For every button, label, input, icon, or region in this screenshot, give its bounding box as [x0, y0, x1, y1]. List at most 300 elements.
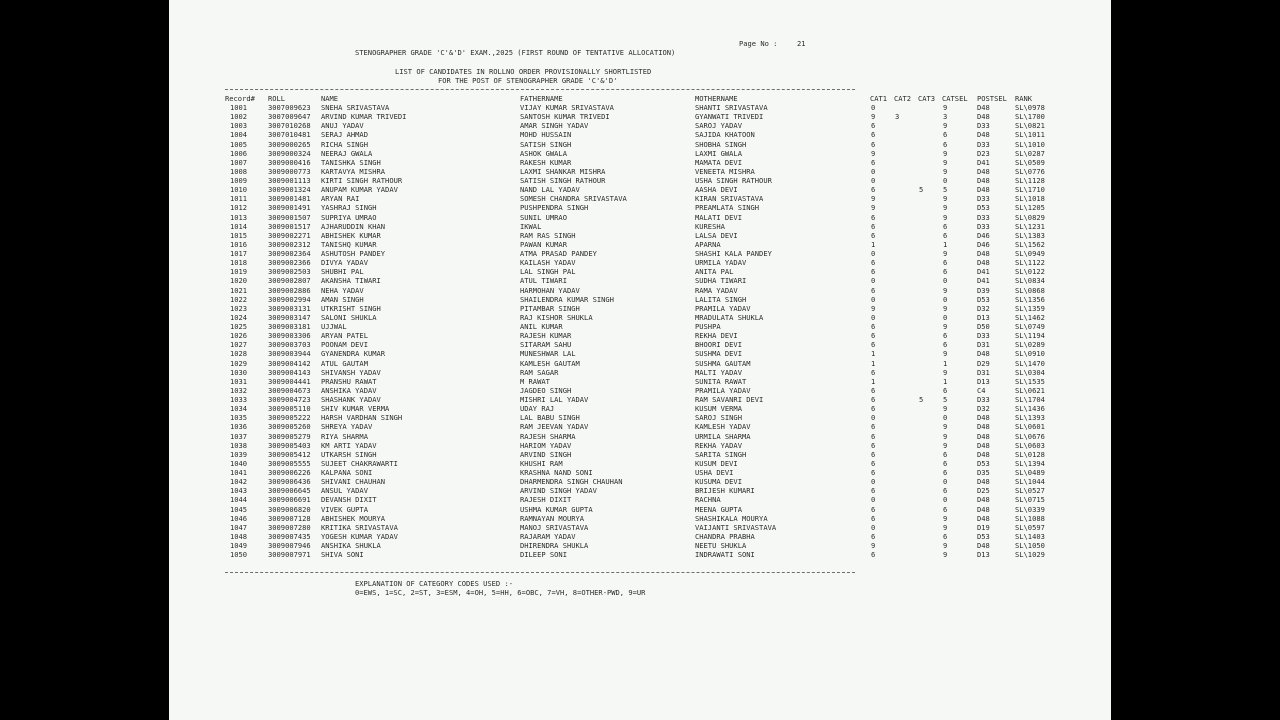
cell-cat1: 6 — [871, 340, 876, 350]
cell-name: SHIVANI CHAUHAN — [321, 477, 386, 487]
table-row — [169, 203, 1111, 212]
cell-catsel: 9 — [943, 440, 948, 450]
cell-name: SHASHANK YADAV — [321, 395, 381, 404]
cell-rank: SL\0339 — [1015, 504, 1045, 514]
cell-roll: 3009005222 — [268, 413, 311, 423]
cell-rank: SL\0603 — [1015, 440, 1045, 450]
cell-cat1: 0 — [871, 312, 876, 322]
cell-catsel: 6 — [943, 486, 948, 496]
cell-rank: SL\1700 — [1015, 112, 1045, 122]
cell-rank: SL\1010 — [1015, 139, 1045, 149]
cell-father: SANTOSH KUMAR TRIVEDI — [520, 112, 610, 122]
cell-mother: SUDHA TIWARI — [695, 276, 747, 286]
cell-father: ARVIND SINGH YADAV — [520, 486, 597, 496]
cell-cat1: 6 — [871, 431, 876, 441]
column-header-row — [169, 94, 1111, 103]
table-row — [169, 185, 1111, 194]
cell-cat3: 5 — [919, 185, 924, 195]
cell-father: PITAMBAR SINGH — [520, 303, 580, 313]
cell-record: 1016 — [230, 239, 248, 249]
table-row — [169, 432, 1111, 441]
cell-name: YOGESH KUMAR YADAV — [321, 531, 398, 541]
cell-cat1: 6 — [871, 449, 876, 459]
table-row — [169, 167, 1111, 176]
cell-cat1: 9 — [871, 541, 876, 550]
cell-name: AKANSHA TIWARI — [321, 276, 381, 286]
cell-postsel: D41 — [977, 157, 990, 167]
cell-name: KRITIKA SRIVASTAVA — [321, 522, 398, 532]
explanation-codes: 0=EWS, 1=SC, 2=ST, 3=ESM, 4=OH, 5=HH, 6=OBC, 7=VH, 8=OTHER-PWD, 9=UR — [355, 588, 646, 597]
cell-postsel: D48 — [977, 258, 990, 268]
cell-postsel: D48 — [977, 541, 990, 550]
cell-catsel: 3 — [943, 112, 948, 122]
cell-name: DEVANSH DIXIT — [321, 495, 377, 505]
cell-name: AJHARUDDIN KHAN — [321, 221, 386, 231]
cell-postsel: D53 — [977, 458, 990, 468]
cell-cat3: 5 — [919, 395, 924, 404]
cell-name: ANUJ YADAV — [321, 121, 364, 131]
cell-roll: 3009005403 — [268, 440, 311, 450]
cell-rank: SL\1383 — [1015, 230, 1045, 240]
cell-catsel: 9 — [943, 285, 948, 295]
cell-catsel: 9 — [943, 249, 948, 258]
cell-father: RAJESH SHARMA — [520, 431, 576, 441]
cell-cat1: 0 — [871, 103, 876, 112]
cell-roll: 3009005110 — [268, 404, 311, 414]
cell-catsel: 6 — [943, 449, 948, 459]
table-row — [169, 240, 1111, 249]
cell-catsel: 9 — [943, 522, 948, 532]
cell-roll: 3009001517 — [268, 221, 311, 231]
cell-rank: SL\1356 — [1015, 294, 1045, 304]
cell-roll: 3009005555 — [268, 458, 311, 468]
col-father: FATHERNAME — [520, 94, 563, 103]
cell-mother: CHANDRA PRABHA — [695, 531, 755, 541]
cell-mother: VENEETA MISHRA — [695, 166, 755, 176]
explanation-title: EXPLANATION OF CATEGORY CODES USED :- — [355, 579, 514, 588]
cell-catsel: 6 — [943, 531, 948, 541]
cell-cat1: 6 — [871, 221, 876, 231]
cell-record: 1033 — [230, 395, 248, 404]
cell-rank: SL\0715 — [1015, 495, 1045, 505]
cell-mother: REKHA YADAV — [695, 440, 742, 450]
cell-cat1: 6 — [871, 285, 876, 295]
col-cat2: CAT2 — [894, 94, 912, 103]
cell-rank: SL\1050 — [1015, 541, 1045, 550]
cell-postsel: D48 — [977, 103, 990, 112]
cell-mother: AASHA DEVI — [695, 185, 738, 195]
cell-father: ARVIND SINGH — [520, 449, 572, 459]
cell-postsel: D33 — [977, 395, 990, 404]
cell-mother: SHASHIKALA MOURYA — [695, 513, 768, 523]
cell-name: YASHRAJ SINGH — [321, 203, 377, 213]
cell-name: SNEHA SRIVASTAVA — [321, 103, 390, 112]
cell-rank: SL\0527 — [1015, 486, 1045, 496]
cell-mother: VAIJANTI SRIVASTAVA — [695, 522, 777, 532]
post-subtitle: FOR THE POST OF STENOGRAPHER GRADE 'C'&'D' — [438, 76, 618, 85]
cell-father: MANOJ SRIVASTAVA — [520, 522, 589, 532]
cell-roll: 3009005260 — [268, 422, 311, 432]
cell-rank: SL\0749 — [1015, 322, 1045, 331]
table-row — [169, 450, 1111, 459]
cell-catsel: 0 — [943, 276, 948, 286]
table-row — [169, 149, 1111, 158]
cell-catsel: 9 — [943, 513, 948, 523]
cell-father: UDAY RAJ — [520, 404, 555, 414]
cell-cat1: 0 — [871, 477, 876, 487]
cell-roll: 3009001113 — [268, 176, 311, 185]
col-postsel: POSTSEL — [977, 94, 1007, 103]
cell-catsel: 9 — [943, 367, 948, 377]
cell-record: 1007 — [230, 157, 248, 167]
cell-rank: SL\0978 — [1015, 103, 1045, 112]
cell-name: KIRTI SINGH RATHOUR — [321, 176, 403, 185]
cell-rank: SL\1394 — [1015, 458, 1045, 468]
cell-father: MISHRI LAL YADAV — [520, 395, 589, 404]
cell-roll: 3009004142 — [268, 358, 311, 368]
cell-mother: GYANWATI TRIVEDI — [695, 112, 764, 122]
cell-record: 1022 — [230, 294, 248, 304]
col-cat3: CAT3 — [918, 94, 936, 103]
table-row — [169, 295, 1111, 304]
cell-name: GYANENDRA KUMAR — [321, 349, 386, 359]
cell-rank: SL\0829 — [1015, 212, 1045, 222]
cell-mother: BRIJESH KUMARI — [695, 486, 755, 496]
cell-roll: 3009004441 — [268, 376, 311, 386]
cell-record: 1013 — [230, 212, 248, 222]
cell-catsel: 0 — [943, 294, 948, 304]
cell-cat1: 9 — [871, 194, 876, 204]
cell-catsel: 1 — [943, 358, 948, 368]
cell-record: 1026 — [230, 331, 248, 341]
cell-mother: KUSUM VERMA — [695, 404, 742, 414]
cell-postsel: D13 — [977, 376, 990, 386]
cell-name: RIYA SHARMA — [321, 431, 368, 441]
cell-postsel: D31 — [977, 367, 990, 377]
cell-postsel: D48 — [977, 249, 990, 258]
cell-record: 1008 — [230, 166, 248, 176]
cell-roll: 3009006820 — [268, 504, 311, 514]
cell-record: 1027 — [230, 340, 248, 350]
cell-rank: SL\0910 — [1015, 349, 1045, 359]
cell-record: 1028 — [230, 349, 248, 359]
cell-cat1: 6 — [871, 212, 876, 222]
cell-cat1: 6 — [871, 367, 876, 377]
cell-catsel: 9 — [943, 349, 948, 359]
cell-father: KHUSHI RAM — [520, 458, 563, 468]
cell-mother: KIRAN SRIVASTAVA — [695, 194, 764, 204]
cell-postsel: D23 — [977, 148, 990, 158]
cell-roll: 3009000416 — [268, 157, 311, 167]
cell-cat1: 1 — [871, 376, 876, 386]
col-rank: RANK — [1015, 94, 1033, 103]
cell-rank: SL\0776 — [1015, 166, 1045, 176]
cell-catsel: 9 — [943, 157, 948, 167]
cell-record: 1030 — [230, 367, 248, 377]
cell-name: HARSH VARDHAN SINGH — [321, 413, 403, 423]
cell-father: JAGDEO SINGH — [520, 385, 572, 395]
cell-cat1: 6 — [871, 130, 876, 140]
cell-roll: 3009002886 — [268, 285, 311, 295]
cell-record: 1014 — [230, 221, 248, 231]
cell-rank: SL\0601 — [1015, 422, 1045, 432]
cell-mother: NEETU SHUKLA — [695, 541, 747, 550]
cell-roll: 3009006226 — [268, 468, 311, 477]
cell-cat1: 6 — [871, 185, 876, 195]
cell-cat1: 9 — [871, 303, 876, 313]
cell-postsel: D53 — [977, 203, 990, 213]
cell-catsel: 6 — [943, 130, 948, 140]
cell-postsel: D33 — [977, 212, 990, 222]
table-row — [169, 222, 1111, 231]
cell-rank: SL\1359 — [1015, 303, 1045, 313]
table-row — [169, 477, 1111, 486]
cell-catsel: 9 — [943, 166, 948, 176]
table-row — [169, 213, 1111, 222]
cell-postsel: D48 — [977, 130, 990, 140]
cell-roll: 3009006645 — [268, 486, 311, 496]
cell-postsel: D35 — [977, 468, 990, 477]
cell-father: IKWAL — [520, 221, 542, 231]
cell-roll: 3007010268 — [268, 121, 311, 131]
cell-name: ARVIND KUMAR TRIVEDI — [321, 112, 407, 122]
cell-postsel: D13 — [977, 550, 990, 560]
cell-record: 1043 — [230, 486, 248, 496]
cell-mother: PRAMILA YADAV — [695, 385, 751, 395]
cell-father: VIJAY KUMAR SRIVASTAVA — [520, 103, 614, 112]
cell-mother: LALSA DEVI — [695, 230, 738, 240]
cell-name: ARYAN PATEL — [321, 331, 368, 341]
cell-mother: SAROJ YADAV — [695, 121, 742, 131]
cell-father: SITARAM SAHU — [520, 340, 572, 350]
cell-postsel: D48 — [977, 504, 990, 514]
cell-record: 1040 — [230, 458, 248, 468]
cell-rank: SL\0287 — [1015, 148, 1045, 158]
cell-catsel: 9 — [943, 322, 948, 331]
cell-roll: 3009005279 — [268, 431, 311, 441]
cell-rank: SL\0621 — [1015, 385, 1045, 395]
cell-mother: SUSHMA GAUTAM — [695, 358, 751, 368]
cell-name: DIVYA YADAV — [321, 258, 368, 268]
cell-roll: 3009001491 — [268, 203, 311, 213]
cell-cat1: 1 — [871, 358, 876, 368]
cell-cat1: 1 — [871, 349, 876, 359]
header-separator — [225, 89, 855, 90]
cell-record: 1011 — [230, 194, 248, 204]
cell-name: SHUBHI PAL — [321, 267, 364, 277]
cell-cat1: 6 — [871, 458, 876, 468]
cell-mother: RACHNA — [695, 495, 721, 505]
table-row — [169, 404, 1111, 413]
cell-rank: SL\1710 — [1015, 185, 1045, 195]
cell-mother: SUNITA RAWAT — [695, 376, 747, 386]
cell-record: 1046 — [230, 513, 248, 523]
cell-record: 1029 — [230, 358, 248, 368]
table-row — [169, 532, 1111, 541]
cell-mother: ANITA PAL — [695, 267, 734, 277]
cell-catsel: 9 — [943, 212, 948, 222]
cell-catsel: 9 — [943, 103, 948, 112]
cell-roll: 3009002366 — [268, 258, 311, 268]
table-row — [169, 340, 1111, 349]
cell-record: 1021 — [230, 285, 248, 295]
table-row — [169, 459, 1111, 468]
cell-catsel: 1 — [943, 376, 948, 386]
cell-rank: SL\1231 — [1015, 221, 1045, 231]
cell-name: TANISHQ KUMAR — [321, 239, 377, 249]
cell-catsel: 6 — [943, 385, 948, 395]
cell-record: 1037 — [230, 431, 248, 441]
cell-father: USHMA KUMAR GUPTA — [520, 504, 593, 514]
cell-record: 1001 — [230, 103, 248, 112]
table-row — [169, 468, 1111, 477]
cell-mother: LAXMI GWALA — [695, 148, 742, 158]
cell-cat1: 6 — [871, 486, 876, 496]
cell-mother: REKHA DEVI — [695, 331, 738, 341]
cell-father: ATUL TIWARI — [520, 276, 567, 286]
cell-mother: KAMLESH YADAV — [695, 422, 751, 432]
cell-record: 1049 — [230, 541, 248, 550]
cell-catsel: 9 — [943, 303, 948, 313]
cell-roll: 3009007280 — [268, 522, 311, 532]
cell-catsel: 9 — [943, 203, 948, 213]
table-row — [169, 486, 1111, 495]
table-row — [169, 258, 1111, 267]
cell-name: AMAN SINGH — [321, 294, 364, 304]
cell-postsel: D48 — [977, 185, 990, 195]
footer-separator — [225, 572, 855, 573]
cell-roll: 3009003703 — [268, 340, 311, 350]
cell-record: 1050 — [230, 550, 248, 560]
cell-name: UTKARSH SINGH — [321, 449, 377, 459]
cell-mother: KURESHA — [695, 221, 725, 231]
cell-name: SUJEET CHAKRAWARTI — [321, 458, 398, 468]
cell-roll: 3009002503 — [268, 267, 311, 277]
cell-catsel: 9 — [943, 121, 948, 131]
cell-father: RAJESH KUMAR — [520, 331, 572, 341]
cell-father: ANIL KUMAR — [520, 322, 563, 331]
table-row — [169, 514, 1111, 523]
cell-record: 1038 — [230, 440, 248, 450]
cell-cat1: 6 — [871, 395, 876, 404]
cell-father: MOHD HUSSAIN — [520, 130, 572, 140]
cell-postsel: D41 — [977, 267, 990, 277]
cell-roll: 3009000773 — [268, 166, 311, 176]
table-row — [169, 368, 1111, 377]
cell-mother: URMILA SHARMA — [695, 431, 751, 441]
cell-postsel: D50 — [977, 322, 990, 331]
cell-catsel: 5 — [943, 185, 948, 195]
table-row — [169, 194, 1111, 203]
cell-name: ABHISHEK MOURYA — [321, 513, 386, 523]
cell-father: SHAILENDRA KUMAR SINGH — [520, 294, 614, 304]
cell-record: 1010 — [230, 185, 248, 195]
cell-name: SERAJ AHMAD — [321, 130, 368, 140]
cell-cat1: 0 — [871, 294, 876, 304]
cell-father: RAJARAM YADAV — [520, 531, 576, 541]
table-row — [169, 395, 1111, 404]
cell-name: ANSUL YADAV — [321, 486, 368, 496]
cell-record: 1017 — [230, 249, 248, 258]
cell-record: 1019 — [230, 267, 248, 277]
cell-postsel: D48 — [977, 413, 990, 423]
cell-name: SHIVA SONI — [321, 550, 364, 560]
cell-postsel: D33 — [977, 139, 990, 149]
cell-name: ANSHIKA YADAV — [321, 385, 377, 395]
cell-cat1: 6 — [871, 513, 876, 523]
cell-postsel: D48 — [977, 349, 990, 359]
cell-postsel: D46 — [977, 239, 990, 249]
cell-postsel: D25 — [977, 486, 990, 496]
cell-cat1: 6 — [871, 404, 876, 414]
cell-father: DHARMENDRA SINGH CHAUHAN — [520, 477, 623, 487]
cell-rank: SL\0834 — [1015, 276, 1045, 286]
cell-catsel: 6 — [943, 221, 948, 231]
cell-cat1: 6 — [871, 230, 876, 240]
cell-record: 1039 — [230, 449, 248, 459]
cell-rank: SL\0821 — [1015, 121, 1045, 131]
cell-mother: PREAMLATA SINGH — [695, 203, 760, 213]
cell-cat1: 6 — [871, 468, 876, 477]
cell-father: LAL BABU SINGH — [520, 413, 580, 423]
cell-rank: SL\1029 — [1015, 550, 1045, 560]
cell-roll: 3009007946 — [268, 541, 311, 550]
cell-postsel: D19 — [977, 522, 990, 532]
cell-mother: KUSUMA DEVI — [695, 477, 742, 487]
cell-record: 1005 — [230, 139, 248, 149]
cell-mother: LALITA SINGH — [695, 294, 747, 304]
cell-name: ATUL GAUTAM — [321, 358, 368, 368]
table-row — [169, 267, 1111, 276]
document-page — [169, 0, 1111, 720]
cell-cat1: 6 — [871, 139, 876, 149]
cell-name: TANISHKA SINGH — [321, 157, 381, 167]
cell-catsel: 6 — [943, 331, 948, 341]
cell-roll: 3007010481 — [268, 130, 311, 140]
cell-roll: 3009006691 — [268, 495, 311, 505]
cell-rank: SL\0509 — [1015, 157, 1045, 167]
table-row — [169, 413, 1111, 422]
cell-roll: 3009000265 — [268, 139, 311, 149]
cell-rank: SL\0289 — [1015, 340, 1045, 350]
cell-roll: 3009002364 — [268, 249, 311, 258]
cell-father: ATMA PRASAD PANDEY — [520, 249, 597, 258]
cell-roll: 3009001507 — [268, 212, 311, 222]
cell-record: 1006 — [230, 148, 248, 158]
cell-rank: SL\1562 — [1015, 239, 1045, 249]
cell-roll: 3009005412 — [268, 449, 311, 459]
col-roll: ROLL — [268, 94, 286, 103]
cell-name: ASHUTOSH PANDEY — [321, 249, 386, 258]
table-row — [169, 359, 1111, 368]
cell-record: 1035 — [230, 413, 248, 423]
cell-name: SALONI SHUKLA — [321, 312, 377, 322]
cell-rank: SL\0122 — [1015, 267, 1045, 277]
col-catsel: CATSEL — [942, 94, 968, 103]
cell-mother: USHA DEVI — [695, 468, 734, 477]
cell-mother: MEENA GUPTA — [695, 504, 742, 514]
cell-father: RAKESH KUMAR — [520, 157, 572, 167]
table-row — [169, 441, 1111, 450]
cell-roll: 3009004143 — [268, 367, 311, 377]
table-row — [169, 112, 1111, 121]
cell-rank: SL\0128 — [1015, 449, 1045, 459]
cell-name: UJJWAL — [321, 322, 347, 331]
cell-roll: 3007009647 — [268, 112, 311, 122]
cell-father: LAL SINGH PAL — [520, 267, 576, 277]
cell-rank: SL\1122 — [1015, 258, 1045, 268]
cell-roll: 3009003306 — [268, 331, 311, 341]
